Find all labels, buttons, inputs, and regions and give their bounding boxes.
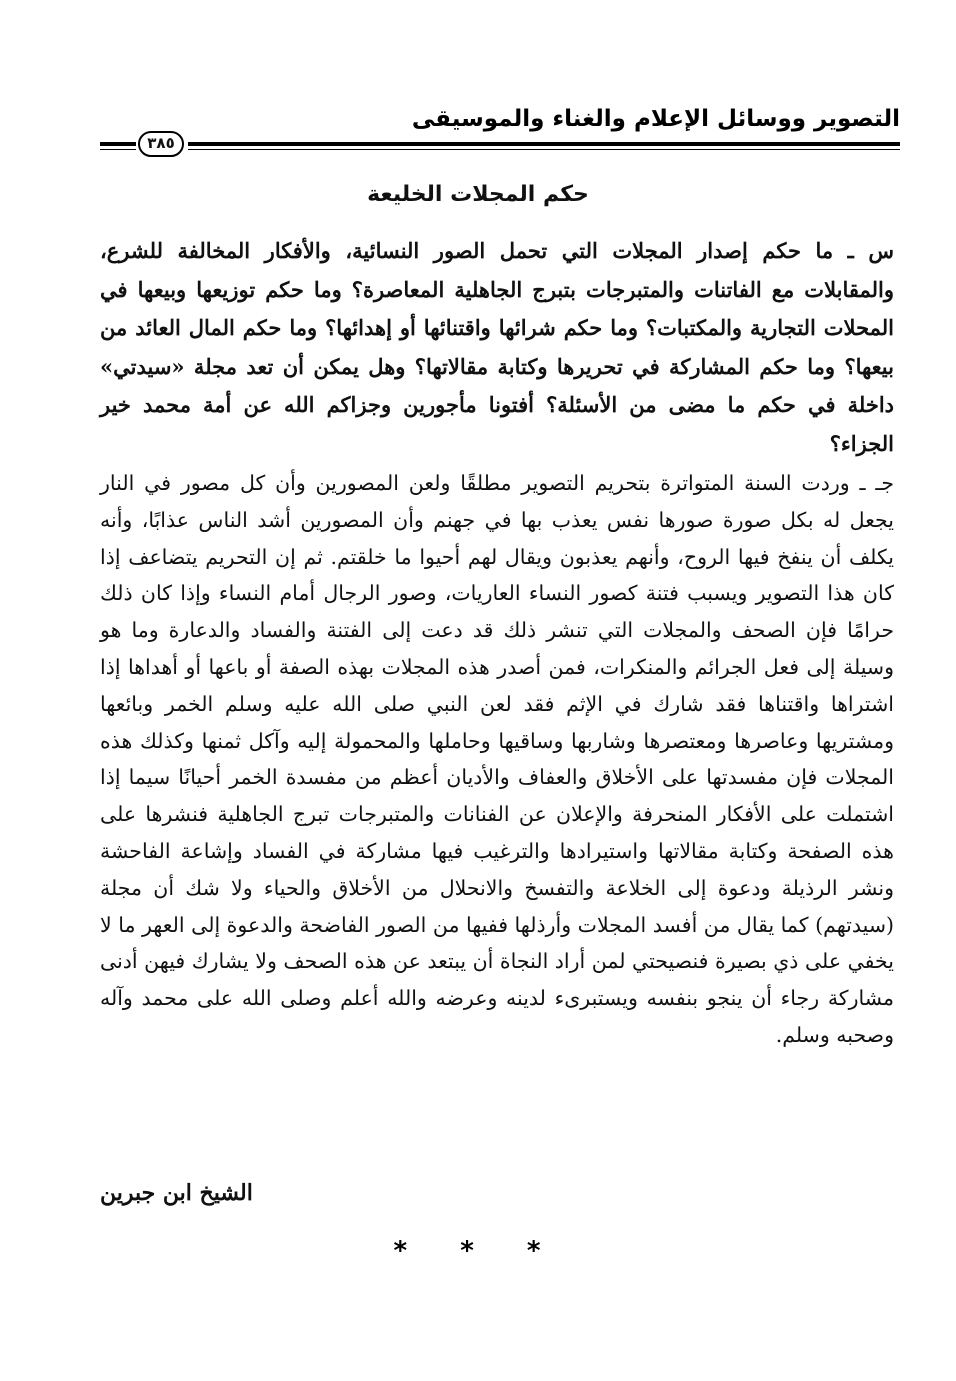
header-rule [188, 142, 900, 146]
section-title: حكم المجلات الخليعة [367, 182, 589, 207]
header-rule-left-thin [100, 149, 136, 150]
header-rule-thin [188, 149, 900, 150]
question-paragraph: س ـ ما حكم إصدار المجلات التي تحمل الصور النسائية، والأفكار المخالفة للشرع، والمقابلات مع الفاتنات والمتبرجات بتبرج الجاهلية المعاصرة؟ وما حكم توزيعها وبيعها في المحلات التجارية والمكتبات؟ وما حكم شرائها واقتنائها أو إهدائها؟ وما حكم المال العائد من بيعها؟ وما حكم المشاركة في تحريرها وكتابة مقالاتها؟ وهل يمكن أن تعد مجلة «سيدتي» داخلة في حكم ما مضى من الأسئلة؟ أفتونا مأجورين وجزاكم الله عن أمة محمد خير الجزاء؟ [100, 238, 894, 456]
section-end-ornament: * * * [393, 1236, 563, 1266]
answer-paragraph: جـ ـ وردت السنة المتواترة بتحريم التصوير مطلقًا ولعن المصورين وأن كل مصور في النار يجعل له بكل صورة صورها نفس يعذب بها في جهنم وأن المصورين أشد الناس عذابًا، وأنه يكلف أن ينفخ فيها الروح، وأنهم يعذبون ويقال لهم أحيوا ما خلقتم. ثم إن التحريم يتضاعف إذا كان هذا التصوير ويسبب فتنة كصور النساء العاريات، وصور الرجال أمام النساء وإذا كان ذلك حرامًا فإن الصحف والمجلات التي تنشر ذلك قد دعت إلى الفتنة والفساد والدعارة وما هو وسيلة إلى فعل الجرائم والمنكرات، فمن أصدر هذه المجلات بهذه الصفة أو باعها أو أهداها إذا اشتراها واقتناها فقد شارك في الإثم فقد لعن النبي صلى الله عليه وسلم الخمر وبائعها ومشتريها وعاصرها ومعتصرها وشاربها وساقيها وحاملها والمحمولة إليه وآكل ثمنها وكذلك هذه المجلات فإن مفسدتها على الأخلاق والعفاف والأديان أعظم من مفسدة الخمر أحيانًا سيما إذا اشتملت على الأفكار المنحرفة والإعلان عن الفنانات والمتبرجات تبرج الجاهلية فنشرها على هذه الصفحة وكتابة مقالاتها واستيرادها والترغيب فيها مشاركة في الفساد وإشاعة الفاحشة ونشر الرذيلة ودعوة إلى الخلاعة والتفسخ والانحلال من الأخلاق والحياء ولا شك أن مجلة (سيدتهم) كما يقال من أفسد المجلات وأرذلها ففيها من الصور الفاضحة والدعوة إلى العهر ما لا يخفي على ذي بصيرة فنصيحتي لمن أراد النجاة أن يبتعد عن هذه الصحف ولا يشارك فيهن أدنى مشاركة رجاء أن ينجو بنفسه ويستبرىء لدينه وعرضه والله أعلم وصلى الله على محمد وآله وصحبه وسلم. [100, 471, 894, 1047]
author-signature: الشيخ ابن جبرين [100, 1180, 253, 1206]
page-number: ٣٨٥ [138, 131, 184, 157]
running-header [100, 100, 900, 156]
header-rule-left [100, 142, 136, 146]
fatwa-body [100, 232, 894, 1054]
header-title: التصوير ووسائل الإعلام والغناء والموسيقى [411, 106, 900, 132]
